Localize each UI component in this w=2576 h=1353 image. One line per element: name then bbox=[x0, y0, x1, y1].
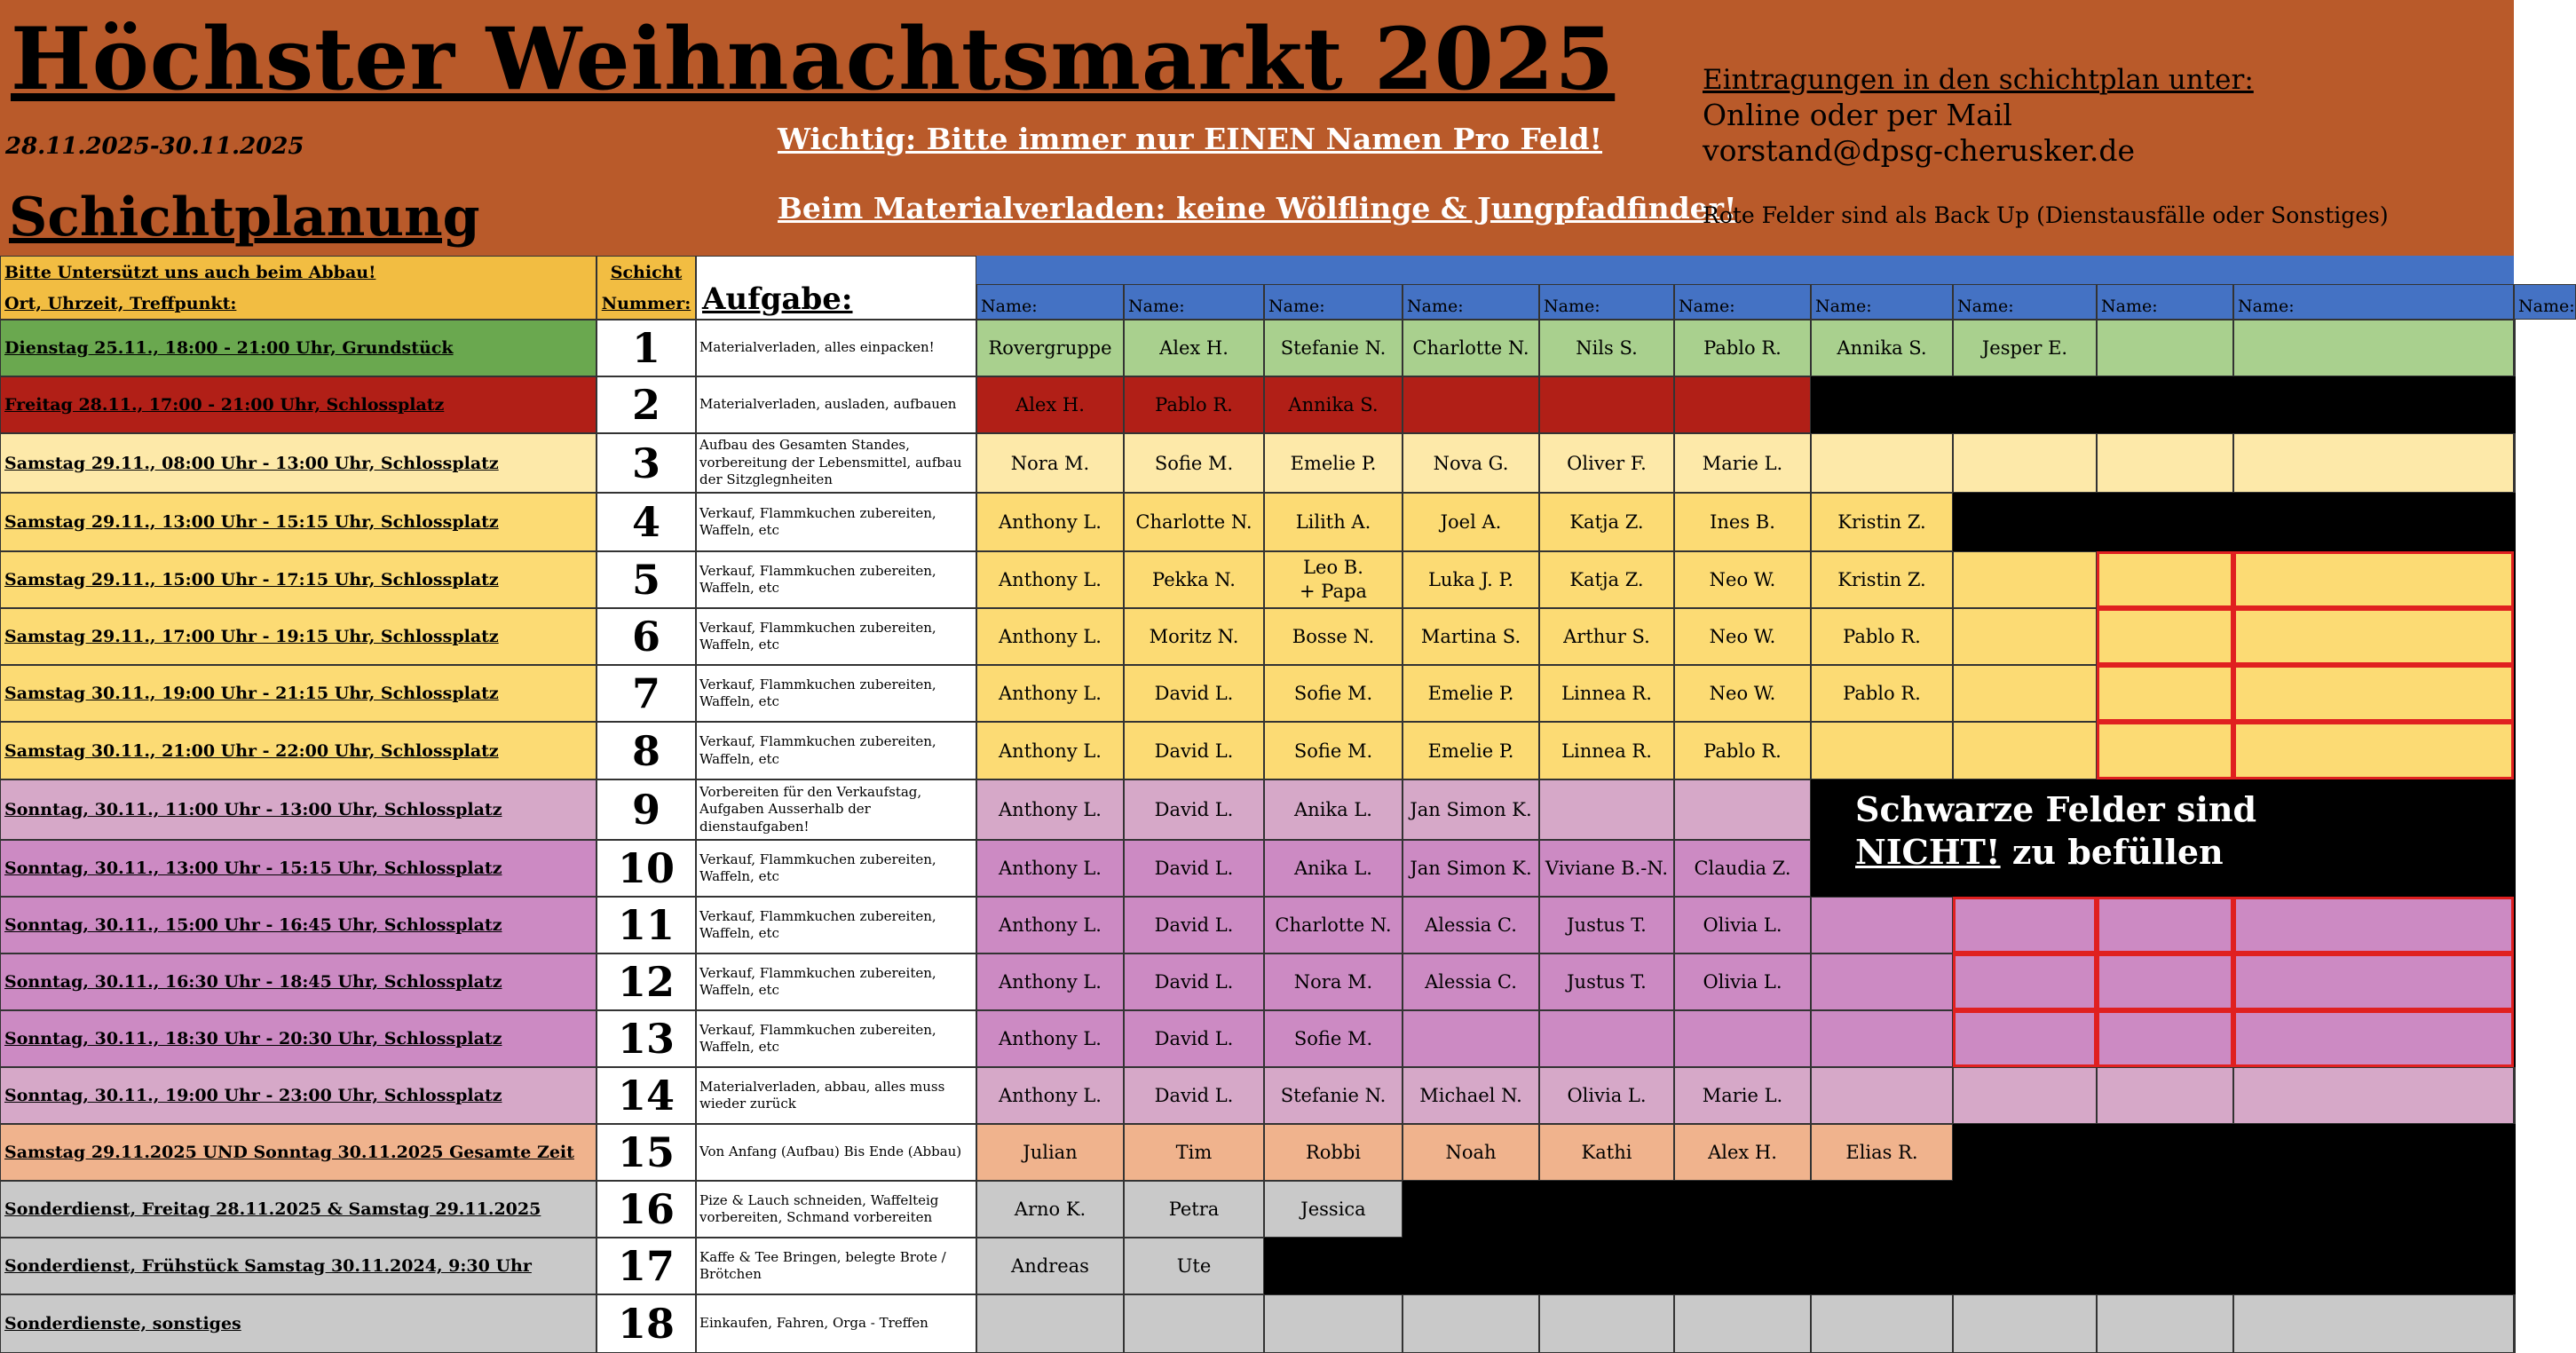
name-cell[interactable]: Rovergruppe bbox=[976, 320, 1124, 376]
name-column-header: Name: bbox=[1124, 284, 1264, 320]
empty-name-cell[interactable] bbox=[2514, 320, 2516, 376]
header-banner bbox=[0, 0, 2514, 256]
blocked-cell bbox=[1811, 1181, 1953, 1238]
backup-field-border bbox=[1953, 897, 2097, 953]
name-cell[interactable]: Charlotte N. bbox=[1403, 320, 1539, 376]
name-cell[interactable]: Anika L. bbox=[1264, 779, 1403, 840]
shift-number: 13 bbox=[597, 1010, 696, 1067]
blocked-cell bbox=[2514, 1124, 2516, 1181]
empty-name-cell[interactable] bbox=[1953, 433, 2097, 493]
name-cell[interactable]: David L. bbox=[1124, 1067, 1264, 1124]
name-cell[interactable]: Anika L. bbox=[1264, 840, 1403, 897]
shift-place-time: Sonntag, 30.11., 16:30 Uhr - 18:45 Uhr, Schlossplatz bbox=[0, 953, 597, 1010]
blocked-cell bbox=[1953, 1238, 2097, 1294]
name-cell[interactable]: Marie L. bbox=[1674, 1067, 1811, 1124]
blocked-cell bbox=[2514, 608, 2516, 665]
shift-task: Materialverladen, ausladen, aufbauen bbox=[696, 376, 976, 433]
name-cell[interactable]: David L. bbox=[1124, 779, 1264, 840]
backup-field-border bbox=[2097, 897, 2233, 953]
backup-field-border bbox=[2233, 551, 2514, 608]
empty-name-cell[interactable] bbox=[2514, 1294, 2516, 1353]
blocked-cell bbox=[2514, 493, 2516, 551]
shift-place-time: Samstag 29.11.2025 UND Sonntag 30.11.2025 Gesamte Zeit bbox=[0, 1124, 597, 1181]
name-column-header: Name: bbox=[2514, 284, 2576, 320]
name-cell[interactable]: Anthony L. bbox=[976, 722, 1124, 779]
shift-number: 18 bbox=[597, 1294, 696, 1353]
empty-name-cell[interactable] bbox=[1539, 779, 1674, 840]
empty-name-cell[interactable] bbox=[1674, 1010, 1811, 1067]
blocked-cell bbox=[2097, 376, 2233, 433]
backup-field-border bbox=[2097, 953, 2233, 1010]
shift-task: Verkauf, Flammkuchen zubereiten, Waffeln, etc bbox=[696, 551, 976, 608]
name-cell[interactable]: Viviane B.-N. bbox=[1539, 840, 1674, 897]
blocked-cell bbox=[2233, 840, 2514, 897]
backup-field-border bbox=[2233, 897, 2514, 953]
name-cell[interactable]: Justus T. bbox=[1539, 953, 1674, 1010]
date-range: 28.11.2025-30.11.2025 bbox=[5, 133, 304, 160]
name-cell[interactable]: Linnea R. bbox=[1539, 665, 1674, 722]
name-cell[interactable]: Anthony L. bbox=[976, 1010, 1124, 1067]
name-cell[interactable]: Moritz N. bbox=[1124, 608, 1264, 665]
name-cell[interactable]: Oliver F. bbox=[1539, 433, 1674, 493]
shift-place-time: Sonderdienste, sonstiges bbox=[0, 1294, 597, 1353]
name-cell[interactable]: Robbi bbox=[1264, 1124, 1403, 1181]
blocked-cell bbox=[2233, 779, 2514, 840]
empty-name-cell[interactable] bbox=[1403, 376, 1539, 433]
name-cell[interactable]: Kristin Z. bbox=[1811, 551, 1953, 608]
name-cell[interactable]: Sofie M. bbox=[1124, 433, 1264, 493]
name-cell[interactable]: Lilith A. bbox=[1264, 493, 1403, 551]
empty-name-cell[interactable] bbox=[1264, 1294, 1403, 1353]
backup-field-border bbox=[1953, 953, 2097, 1010]
empty-name-cell[interactable] bbox=[1953, 1067, 2097, 1124]
shift-place-time: Samstag 29.11., 08:00 Uhr - 13:00 Uhr, Schlossplatz bbox=[0, 433, 597, 493]
name-cell[interactable]: Olivia L. bbox=[1674, 953, 1811, 1010]
shift-number: 17 bbox=[597, 1238, 696, 1294]
name-cell[interactable]: Claudia Z. bbox=[1674, 840, 1811, 897]
entry-email: vorstand@dpsg-cherusker.de bbox=[1703, 133, 2136, 168]
name-cell[interactable]: Julian bbox=[976, 1124, 1124, 1181]
blocked-cell bbox=[2233, 1238, 2514, 1294]
shift-number: 11 bbox=[597, 897, 696, 953]
name-cell[interactable]: Alex H. bbox=[976, 376, 1124, 433]
name-cell[interactable]: Anthony L. bbox=[976, 608, 1124, 665]
empty-name-cell[interactable] bbox=[2514, 1067, 2516, 1124]
shift-place-time: Sonntag, 30.11., 13:00 Uhr - 15:15 Uhr, Schlossplatz bbox=[0, 840, 597, 897]
name-cell[interactable]: Pablo R. bbox=[1674, 722, 1811, 779]
blocked-cell bbox=[1674, 1238, 1811, 1294]
blocked-cell bbox=[2514, 665, 2516, 722]
blocked-cell bbox=[1403, 1181, 1539, 1238]
empty-name-cell[interactable] bbox=[1953, 722, 2097, 779]
blocked-cell bbox=[2097, 1238, 2233, 1294]
blocked-cell bbox=[2097, 493, 2233, 551]
name-cell[interactable]: David L. bbox=[1124, 840, 1264, 897]
name-cell[interactable]: David L. bbox=[1124, 722, 1264, 779]
empty-name-cell[interactable] bbox=[1811, 1067, 1953, 1124]
shift-task: Materialverladen, abbau, alles muss wieder zurück bbox=[696, 1067, 976, 1124]
shift-place-time: Samstag 29.11., 17:00 Uhr - 19:15 Uhr, Schlossplatz bbox=[0, 608, 597, 665]
shift-place-time: Sonntag, 30.11., 18:30 Uhr - 20:30 Uhr, Schlossplatz bbox=[0, 1010, 597, 1067]
name-header-band bbox=[976, 256, 2514, 284]
shift-task: Verkauf, Flammkuchen zubereiten, Waffeln, etc bbox=[696, 493, 976, 551]
blocked-cell bbox=[1953, 1181, 2097, 1238]
empty-name-cell[interactable] bbox=[1403, 1010, 1539, 1067]
blocked-cell bbox=[1264, 1238, 1403, 1294]
name-column-header: Name: bbox=[1674, 284, 1811, 320]
shift-task: Verkauf, Flammkuchen zubereiten, Waffeln, etc bbox=[696, 608, 976, 665]
name-cell[interactable]: Arno K. bbox=[976, 1181, 1124, 1238]
empty-name-cell[interactable] bbox=[1539, 1010, 1674, 1067]
shift-task: Vorbereiten für den Verkaufstag, Aufgaben Ausserhalb der dienstaufgaben! bbox=[696, 779, 976, 840]
name-cell[interactable]: Alessia C. bbox=[1403, 897, 1539, 953]
entry-line1: Online oder per Mail bbox=[1703, 98, 2012, 132]
shift-place-time: Samstag 29.11., 15:00 Uhr - 17:15 Uhr, Schlossplatz bbox=[0, 551, 597, 608]
shift-place-time: Samstag 30.11., 21:00 Uhr - 22:00 Uhr, Schlossplatz bbox=[0, 722, 597, 779]
name-cell[interactable]: Elias R. bbox=[1811, 1124, 1953, 1181]
empty-name-cell[interactable] bbox=[1811, 722, 1953, 779]
empty-name-cell[interactable] bbox=[976, 1294, 1124, 1353]
note-one-name: Wichtig: Bitte immer nur EINEN Namen Pro Feld! bbox=[778, 122, 1603, 156]
name-cell[interactable]: Pablo R. bbox=[1811, 665, 1953, 722]
backup-field-border bbox=[2097, 722, 2233, 779]
shift-number: 14 bbox=[597, 1067, 696, 1124]
name-column-header: Name: bbox=[976, 284, 1124, 320]
backup-field-border bbox=[2233, 608, 2514, 665]
blocked-cell bbox=[2514, 1181, 2516, 1238]
backup-field-border bbox=[1953, 1010, 2097, 1067]
empty-name-cell[interactable] bbox=[2233, 1067, 2514, 1124]
place-header-line1: Bitte Untersützt uns auch beim Abbau! bbox=[4, 262, 376, 282]
blocked-cell bbox=[2514, 953, 2516, 1010]
name-cell[interactable]: Leo B. + Papa bbox=[1264, 551, 1403, 608]
name-cell[interactable]: Michael N. bbox=[1403, 1067, 1539, 1124]
name-cell[interactable]: Petra bbox=[1124, 1181, 1264, 1238]
shift-number: 16 bbox=[597, 1181, 696, 1238]
name-cell[interactable]: Emelie P. bbox=[1403, 665, 1539, 722]
name-cell[interactable]: Anthony L. bbox=[976, 665, 1124, 722]
blocked-cell bbox=[2097, 1181, 2233, 1238]
empty-name-cell[interactable] bbox=[2233, 1294, 2514, 1353]
blocked-cell bbox=[2514, 551, 2516, 608]
shift-task: Verkauf, Flammkuchen zubereiten, Waffeln, etc bbox=[696, 897, 976, 953]
backup-field-border bbox=[2097, 1010, 2233, 1067]
entry-heading: Eintragungen in den schichtplan unter: bbox=[1703, 64, 2254, 96]
name-cell[interactable]: Pablo R. bbox=[1811, 608, 1953, 665]
name-cell[interactable]: Anthony L. bbox=[976, 897, 1124, 953]
name-cell[interactable]: Tim bbox=[1124, 1124, 1264, 1181]
shift-task: Einkaufen, Fahren, Orga - Treffen bbox=[696, 1294, 976, 1353]
shift-task: Verkauf, Flammkuchen zubereiten, Waffeln, etc bbox=[696, 722, 976, 779]
empty-name-cell[interactable] bbox=[1953, 665, 2097, 722]
black-note-emphasis: NICHT! bbox=[1855, 831, 2001, 872]
shift-place-time: Sonderdienst, Frühstück Samstag 30.11.2024, 9:30 Uhr bbox=[0, 1238, 597, 1294]
name-cell[interactable]: Katja Z. bbox=[1539, 551, 1674, 608]
empty-name-cell[interactable] bbox=[1811, 953, 1953, 1010]
name-cell[interactable]: Nova G. bbox=[1403, 433, 1539, 493]
empty-name-cell[interactable] bbox=[2097, 1294, 2233, 1353]
shift-task: Von Anfang (Aufbau) Bis Ende (Abbau) bbox=[696, 1124, 976, 1181]
black-fields-note bbox=[1855, 788, 2256, 873]
shift-place-time: Samstag 29.11., 13:00 Uhr - 15:15 Uhr, Schlossplatz bbox=[0, 493, 597, 551]
page-subtitle: Schichtplanung bbox=[9, 186, 480, 249]
name-cell[interactable]: Anthony L. bbox=[976, 840, 1124, 897]
blocked-cell bbox=[2233, 493, 2514, 551]
name-cell[interactable]: Charlotte N. bbox=[1124, 493, 1264, 551]
name-cell[interactable]: Anthony L. bbox=[976, 1067, 1124, 1124]
empty-name-cell[interactable] bbox=[1674, 376, 1811, 433]
name-cell[interactable]: Anthony L. bbox=[976, 493, 1124, 551]
name-cell[interactable]: Anthony L. bbox=[976, 779, 1124, 840]
shift-number: 2 bbox=[597, 376, 696, 433]
black-note-rest: zu befüllen bbox=[2000, 831, 2224, 872]
shift-number: 1 bbox=[597, 320, 696, 376]
blocked-cell bbox=[2514, 722, 2516, 779]
black-note-line1: Schwarze Felder sind bbox=[1855, 789, 2257, 829]
blocked-cell bbox=[2233, 1124, 2514, 1181]
shift-task: Verkauf, Flammkuchen zubereiten, Waffeln, etc bbox=[696, 1010, 976, 1067]
shift-number: 9 bbox=[597, 779, 696, 840]
name-column-header: Name: bbox=[2233, 284, 2514, 320]
empty-name-cell[interactable] bbox=[1539, 376, 1674, 433]
shift-task: Pize & Lauch schneiden, Waffelteig vorbereiten, Schmand vorbereiten bbox=[696, 1181, 976, 1238]
backup-field-border bbox=[2097, 551, 2233, 608]
name-cell[interactable]: Luka J. P. bbox=[1403, 551, 1539, 608]
shift-number: 3 bbox=[597, 433, 696, 493]
name-cell[interactable]: Anthony L. bbox=[976, 953, 1124, 1010]
blocked-cell bbox=[2233, 1181, 2514, 1238]
name-cell[interactable]: Alex H. bbox=[1124, 320, 1264, 376]
name-cell[interactable]: Sofie M. bbox=[1264, 722, 1403, 779]
empty-name-cell[interactable] bbox=[1403, 1294, 1539, 1353]
blocked-cell bbox=[2514, 840, 2516, 897]
name-cell[interactable]: Marie L. bbox=[1674, 433, 1811, 493]
name-column-header: Name: bbox=[2097, 284, 2233, 320]
shift-number: 8 bbox=[597, 722, 696, 779]
shift-number: 4 bbox=[597, 493, 696, 551]
shift-task: Materialverladen, alles einpacken! bbox=[696, 320, 976, 376]
empty-name-cell[interactable] bbox=[1953, 551, 2097, 608]
empty-name-cell[interactable] bbox=[1124, 1294, 1264, 1353]
empty-name-cell[interactable] bbox=[1539, 1294, 1674, 1353]
name-cell[interactable]: Alessia C. bbox=[1403, 953, 1539, 1010]
blocked-cell bbox=[2233, 376, 2514, 433]
name-cell[interactable]: Pablo R. bbox=[1124, 376, 1264, 433]
blocked-cell bbox=[1674, 1181, 1811, 1238]
blocked-cell bbox=[2514, 1238, 2516, 1294]
empty-name-cell[interactable] bbox=[2097, 1067, 2233, 1124]
name-cell[interactable]: Olivia L. bbox=[1674, 897, 1811, 953]
empty-name-cell[interactable] bbox=[2097, 320, 2233, 376]
name-cell[interactable]: Stefanie N. bbox=[1264, 1067, 1403, 1124]
name-cell[interactable]: David L. bbox=[1124, 897, 1264, 953]
name-cell[interactable]: Neo W. bbox=[1674, 551, 1811, 608]
shift-number: 12 bbox=[597, 953, 696, 1010]
name-cell[interactable]: Olivia L. bbox=[1539, 1067, 1674, 1124]
name-cell[interactable]: Andreas bbox=[976, 1238, 1124, 1294]
shift-place-time: Sonntag, 30.11., 15:00 Uhr - 16:45 Uhr, Schlossplatz bbox=[0, 897, 597, 953]
blocked-cell bbox=[2514, 897, 2516, 953]
shift-task: Verkauf, Flammkuchen zubereiten, Waffeln, etc bbox=[696, 665, 976, 722]
name-cell[interactable]: Alex H. bbox=[1674, 1124, 1811, 1181]
shift-task: Verkauf, Flammkuchen zubereiten, Waffeln, etc bbox=[696, 953, 976, 1010]
name-cell[interactable]: Nora M. bbox=[1264, 953, 1403, 1010]
backup-field-border bbox=[2097, 608, 2233, 665]
name-column-header: Name: bbox=[1811, 284, 1953, 320]
shift-place-time: Sonderdienst, Freitag 28.11.2025 & Samstag 29.11.2025 bbox=[0, 1181, 597, 1238]
name-cell[interactable]: Linnea R. bbox=[1539, 722, 1674, 779]
name-cell[interactable]: Jesper E. bbox=[1953, 320, 2097, 376]
name-cell[interactable]: Ute bbox=[1124, 1238, 1264, 1294]
name-column-header: Name: bbox=[1403, 284, 1539, 320]
name-cell[interactable]: Katja Z. bbox=[1539, 493, 1674, 551]
name-cell[interactable]: Emelie P. bbox=[1403, 722, 1539, 779]
place-header-line2: Ort, Uhrzeit, Treffpunkt: bbox=[4, 293, 237, 313]
shift-task: Kaffe & Tee Bringen, belegte Brote / Brötchen bbox=[696, 1238, 976, 1294]
note-loading: Beim Materialverladen: keine Wölflinge & Jungpfadfinder! bbox=[778, 191, 1737, 226]
blocked-cell bbox=[1953, 376, 2097, 433]
shift-number: 6 bbox=[597, 608, 696, 665]
empty-name-cell[interactable] bbox=[2097, 433, 2233, 493]
name-cell[interactable]: Ines B. bbox=[1674, 493, 1811, 551]
blocked-cell bbox=[1811, 1238, 1953, 1294]
shift-place-time: Sonntag, 30.11., 19:00 Uhr - 23:00 Uhr, Schlossplatz bbox=[0, 1067, 597, 1124]
empty-name-cell[interactable] bbox=[1953, 1294, 2097, 1353]
blocked-cell bbox=[1953, 1124, 2097, 1181]
empty-name-cell[interactable] bbox=[1674, 779, 1811, 840]
shift-task: Aufbau des Gesamten Standes, vorbereitung der Lebensmittel, aufbau der Sitzglegnheiten bbox=[696, 433, 976, 493]
name-cell[interactable]: Pablo R. bbox=[1674, 320, 1811, 376]
name-cell[interactable]: Pekka N. bbox=[1124, 551, 1264, 608]
name-cell[interactable]: Nora M. bbox=[976, 433, 1124, 493]
empty-name-cell[interactable] bbox=[1674, 1294, 1811, 1353]
name-column-header: Name: bbox=[1953, 284, 2097, 320]
task-header: Aufgabe: bbox=[696, 256, 976, 320]
name-cell[interactable]: Bosse N. bbox=[1264, 608, 1403, 665]
blocked-cell bbox=[1811, 376, 1953, 433]
name-column-header: Name: bbox=[1539, 284, 1674, 320]
name-column-header: Name: bbox=[1264, 284, 1403, 320]
name-cell[interactable]: Anthony L. bbox=[976, 551, 1124, 608]
empty-name-cell[interactable] bbox=[1953, 608, 2097, 665]
name-cell[interactable]: Joel A. bbox=[1403, 493, 1539, 551]
name-cell[interactable]: David L. bbox=[1124, 665, 1264, 722]
red-fields-note: Rote Felder sind als Back Up (Dienstausfälle oder Sonstiges) bbox=[1703, 202, 2389, 228]
shift-place-time: Freitag 28.11., 17:00 - 21:00 Uhr, Schlossplatz bbox=[0, 376, 597, 433]
page-title: Höchster Weihnachtsmarkt 2025 bbox=[11, 9, 1616, 109]
shift-place-time: Samstag 30.11., 19:00 Uhr - 21:15 Uhr, Schlossplatz bbox=[0, 665, 597, 722]
name-cell[interactable]: Martina S. bbox=[1403, 608, 1539, 665]
name-cell[interactable]: Jan Simon K. bbox=[1403, 779, 1539, 840]
name-cell[interactable]: Neo W. bbox=[1674, 608, 1811, 665]
name-cell[interactable]: David L. bbox=[1124, 1010, 1264, 1067]
blocked-cell bbox=[2097, 1124, 2233, 1181]
empty-name-cell[interactable] bbox=[2233, 320, 2514, 376]
name-cell[interactable]: Neo W. bbox=[1674, 665, 1811, 722]
backup-field-border bbox=[2097, 665, 2233, 722]
blocked-cell bbox=[1403, 1238, 1539, 1294]
empty-name-cell[interactable] bbox=[1811, 433, 1953, 493]
name-cell[interactable]: Noah bbox=[1403, 1124, 1539, 1181]
name-cell[interactable]: David L. bbox=[1124, 953, 1264, 1010]
name-cell[interactable]: Stefanie N. bbox=[1264, 320, 1403, 376]
name-cell[interactable]: Emelie P. bbox=[1264, 433, 1403, 493]
name-cell[interactable]: Justus T. bbox=[1539, 897, 1674, 953]
blocked-cell bbox=[2514, 376, 2516, 433]
empty-name-cell[interactable] bbox=[1811, 897, 1953, 953]
name-cell[interactable]: Nils S. bbox=[1539, 320, 1674, 376]
shift-task: Verkauf, Flammkuchen zubereiten, Waffeln, etc bbox=[696, 840, 976, 897]
empty-name-cell[interactable] bbox=[1811, 1294, 1953, 1353]
blocked-cell bbox=[1953, 493, 2097, 551]
name-cell[interactable]: Charlotte N. bbox=[1264, 897, 1403, 953]
name-cell[interactable]: Annika S. bbox=[1811, 320, 1953, 376]
shift-number: 5 bbox=[597, 551, 696, 608]
blocked-cell bbox=[1539, 1181, 1674, 1238]
shift-number: 7 bbox=[597, 665, 696, 722]
backup-field-border bbox=[2233, 953, 2514, 1010]
black-note-line2 bbox=[1855, 831, 2256, 874]
name-cell[interactable]: Jan Simon K. bbox=[1403, 840, 1539, 897]
shift-number-header-line2: Nummer: bbox=[601, 293, 691, 313]
name-cell[interactable]: Annika S. bbox=[1264, 376, 1403, 433]
shift-number-header-line1: Schicht bbox=[610, 262, 683, 282]
name-cell[interactable]: Sofie M. bbox=[1264, 665, 1403, 722]
place-header bbox=[0, 256, 597, 320]
name-cell[interactable]: Kristin Z. bbox=[1811, 493, 1953, 551]
blocked-cell bbox=[2514, 1010, 2516, 1067]
blocked-cell bbox=[2514, 779, 2516, 840]
shift-number-header bbox=[597, 256, 696, 320]
empty-name-cell[interactable] bbox=[1811, 1010, 1953, 1067]
empty-name-cell[interactable] bbox=[2233, 433, 2514, 493]
name-cell[interactable]: Kathi bbox=[1539, 1124, 1674, 1181]
name-cell[interactable]: Arthur S. bbox=[1539, 608, 1674, 665]
empty-name-cell[interactable] bbox=[2514, 433, 2516, 493]
shift-number: 15 bbox=[597, 1124, 696, 1181]
backup-field-border bbox=[2233, 665, 2514, 722]
name-cell[interactable]: Sofie M. bbox=[1264, 1010, 1403, 1067]
blocked-cell bbox=[1539, 1238, 1674, 1294]
backup-field-border bbox=[2233, 722, 2514, 779]
shift-place-time: Dienstag 25.11., 18:00 - 21:00 Uhr, Grundstück bbox=[0, 320, 597, 376]
backup-field-border bbox=[2233, 1010, 2514, 1067]
name-cell[interactable]: Jessica bbox=[1264, 1181, 1403, 1238]
shift-number: 10 bbox=[597, 840, 696, 897]
shift-place-time: Sonntag, 30.11., 11:00 Uhr - 13:00 Uhr, Schlossplatz bbox=[0, 779, 597, 840]
